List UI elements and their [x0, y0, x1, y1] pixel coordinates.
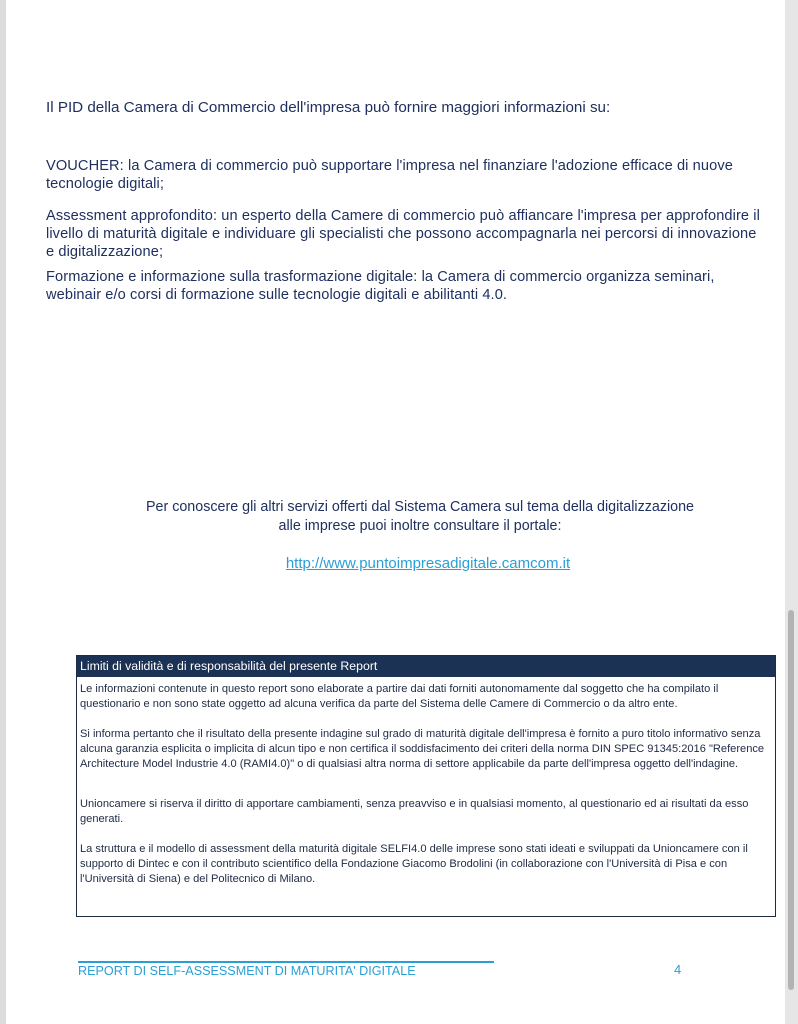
footer-divider: [78, 961, 494, 963]
footer-title: REPORT DI SELF-ASSESSMENT DI MATURITA' DIGITALE: [78, 964, 416, 978]
limits-paragraph-4: La struttura e il modello di assessment della maturità digitale SELFI4.0 delle imprese sono stati ideati e sviluppati da Unioncamere con il supporto di Dintec e con il contributo scientifico della Fondazione Giacomo Brodolini (in collaborazione con l'Università di Pisa e con l'Università di Siena) e del Politecnico di Milano.: [80, 843, 748, 885]
training-paragraph: Formazione e informazione sulla trasformazione digitale: la Camera di commercio organizza seminari, webinair e/o corsi di formazione sulle tecnologie digitali e abilitanti 4.0.: [46, 269, 715, 303]
assessment-paragraph: Assessment approfondito: un esperto della Camere di commercio può affiancare l'impresa per approfondire il livello di maturità digitale e individuare gli specialisti che possono accompagnarla nei percorsi di innovazione e digitalizzazione;: [46, 208, 760, 260]
limits-box: [76, 655, 776, 917]
limits-paragraph-2: Si informa pertanto che il risultato della presente indagine sul grado di maturità digitale dell'impresa è fornito a puro titolo informativo senza alcuna garanzia esplicita o implicita di alcun tipo e non certifica il soddisfacimento dei criteri della norma DIN SPEC 91345:2016 "Reference Architecture Model Industrie 4.0 (RAMI4.0)" o di qualsiasi altra norma di settore applicabile da parte dell'impresa oggetto dell'indagine.: [80, 728, 765, 770]
voucher-paragraph: VOUCHER: la Camera di commercio può supportare l'impresa nel finanziare l'adozione efficace di nuove tecnologie digitali;: [46, 158, 733, 192]
limits-paragraph-1: Le informazioni contenute in questo report sono elaborate a partire dai dati forniti autonomamente dal soggetto che ha compilato il questionario e non sono state oggetto ad alcuna verifica da parte del Sistema delle Camere di Commercio o da altro ente.: [80, 683, 719, 710]
intro-text: Il PID della Camera di Commercio dell'impresa può fornire maggiori informazioni su:: [46, 99, 611, 116]
portal-text-line2: alle imprese puoi inoltre consultare il portale:: [278, 518, 562, 534]
limits-box-header: Limiti di validità e di responsabilità del presente Report: [77, 656, 775, 677]
page-number: 4: [674, 962, 682, 977]
portal-link[interactable]: http://www.puntoimpresadigitale.camcom.it: [285, 555, 571, 572]
limits-paragraph-3: Unioncamere si riserva il diritto di apportare cambiamenti, senza preavviso e in qualsiasi momento, al questionario ed ai risultati da esso generati.: [80, 798, 749, 825]
scrollbar-thumb[interactable]: [788, 610, 794, 990]
portal-text-line1: Per conoscere gli altri servizi offerti dal Sistema Camera sul tema della digitalizzazione: [145, 499, 695, 515]
